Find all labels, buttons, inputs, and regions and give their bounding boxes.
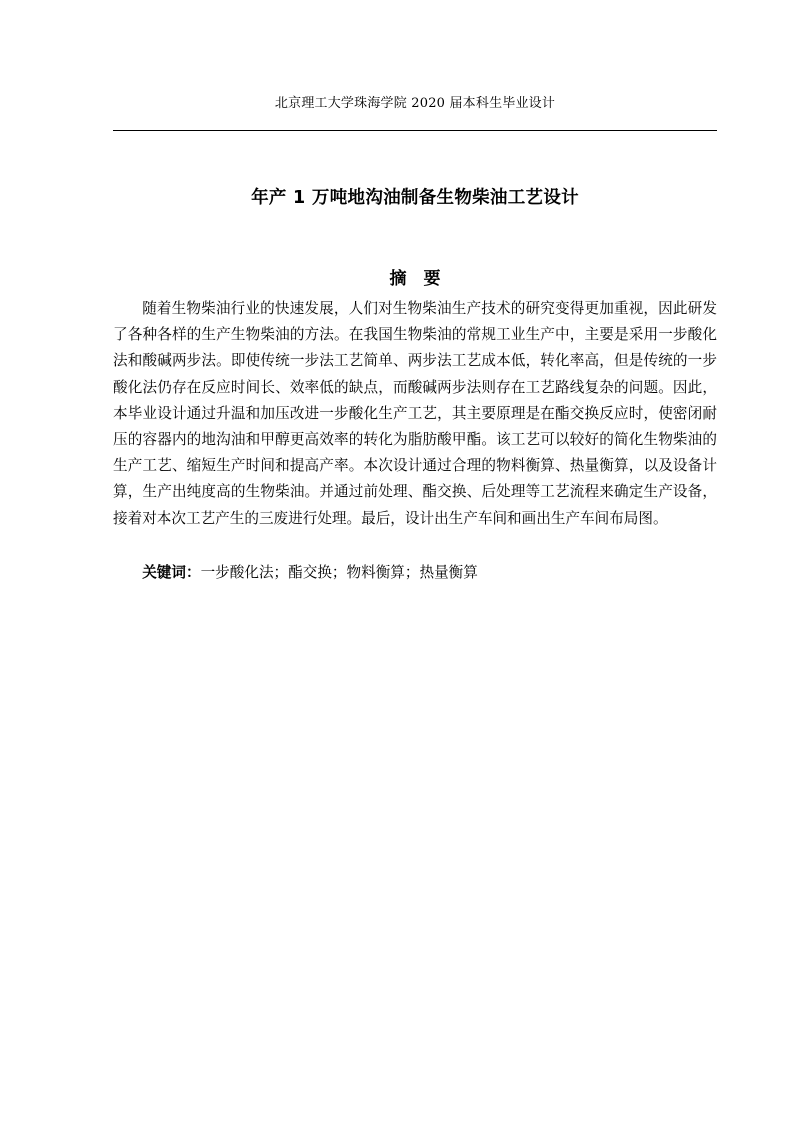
keywords-value: 一步酸化法；酯交换；物料衡算；热量衡算: [200, 564, 478, 581]
keywords-label: 关键词：: [142, 564, 201, 581]
abstract-body: 随着生物柴油行业的快速发展，人们对生物柴油生产技术的研究变得更加重视，因此研发了各种各样的生产生物柴油的方法。在我国生物柴油的常规工业生产中，主要是采用一步酸化法和酸碱两步法。即使传统一步法工艺简单、两步法工艺成本低，转化率高，但是传统的一步酸化法仍存在反应时间长、效率低的缺点，而酸碱两步法则存在工艺路线复杂的问题。因此，本毕业设计通过升温和加压改进一步酸化生产工艺，其主要原理是在酯交换反应时，使密闭耐压的容器内的地沟油和甲醇更高效率的转化为脂肪酸甲酯。该工艺可以较好的简化生物柴油的生产工艺、缩短生产时间和提高产率。本次设计通过合理的物料衡算、热量衡算，以及设备计算，生产出纯度高的生物柴油。并通过前处理、酯交换、后处理等工艺流程来确定生产设备，接着对本次工艺产生的三废进行处理。最后，设计出生产车间和画出生产车间布局图。: [113, 300, 717, 527]
document-title: 年产 1 万吨地沟油制备生物柴油工艺设计: [251, 188, 579, 208]
page-header: 北京理工大学珠海学院 2020 届本科生毕业设计: [274, 96, 556, 111]
keywords-line: [113, 560, 717, 586]
abstract-heading: 摘要: [389, 269, 458, 289]
header-rule: [113, 130, 717, 131]
